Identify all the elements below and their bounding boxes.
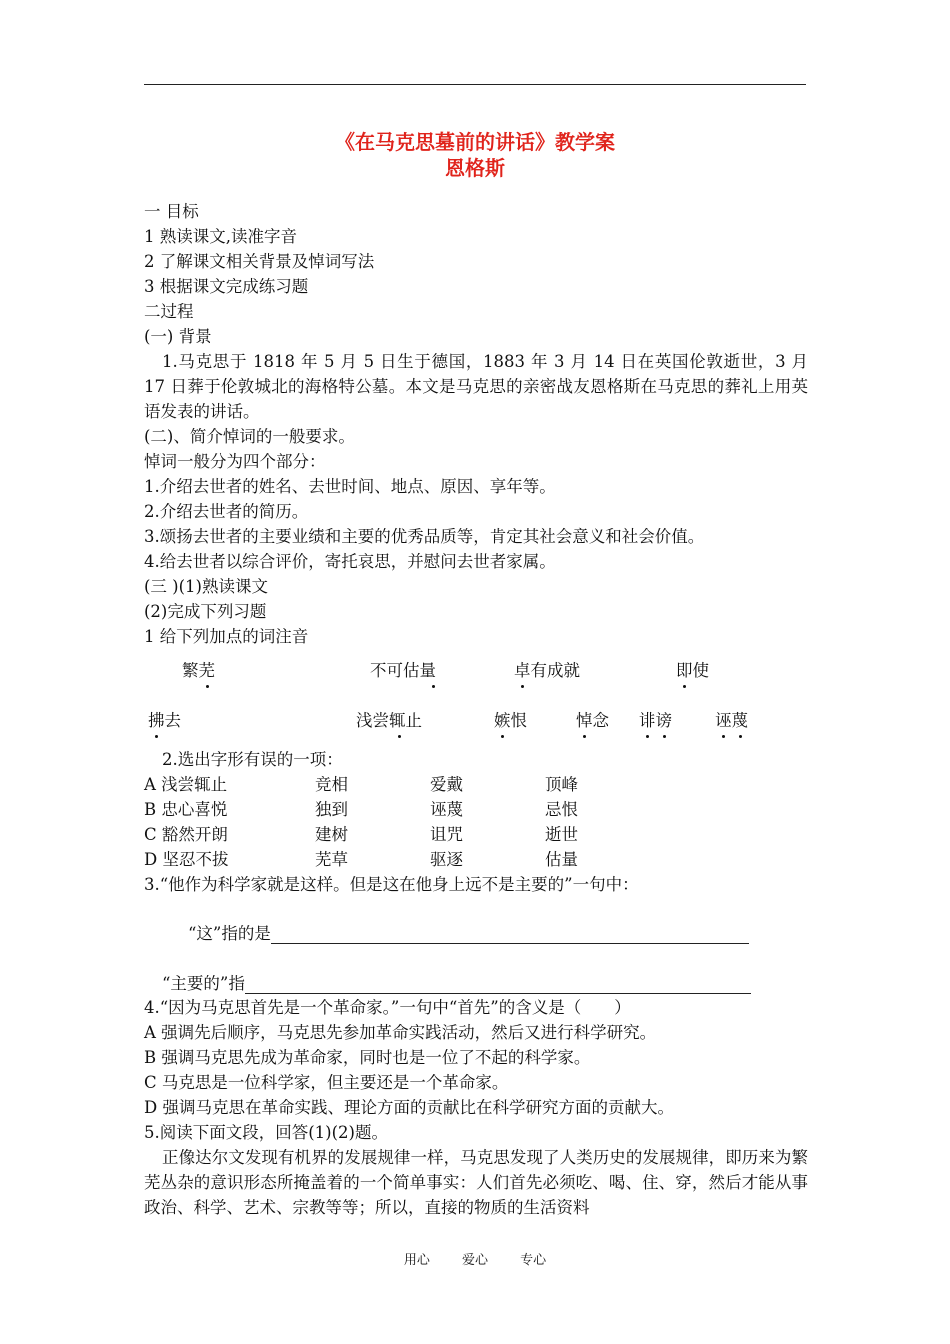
process-heading: 二过程 (144, 302, 194, 321)
q2-option-word: 诬蔑 (430, 800, 463, 819)
page-footer (0, 1249, 950, 1268)
q2-option-word: 逝世 (545, 825, 578, 844)
goal-item: 2 了解课文相关背景及悼词写法 (144, 252, 375, 271)
q4-option: D 强调马克思在革命实践、理论方面的贡献比在科学研究方面的贡献大。 (144, 1098, 674, 1117)
pinyin-word: 卓有成就 (514, 661, 580, 680)
q5-passage: 正像达尔文发现有机界的发展规律一样，马克思发现了人类历史的发展规律，即历来为繁芜丛杂的意识形态所掩盖着的一个简单事实：人们首先必须吃、喝、住、穿，然后才能从事政治、科学、艺术、宗教等等；所以，直接的物质的生活资料 (144, 1148, 808, 1217)
header-rule (144, 84, 806, 85)
q2-option-label: C 豁然开朗 (144, 825, 228, 844)
q2-option-label: D 坚忍不拔 (144, 850, 229, 869)
q2-option-word: 竞相 (315, 775, 348, 794)
footer-text: 用心 (403, 1253, 430, 1268)
document-title: 《在马克思墓前的讲话》教学案 (335, 130, 615, 154)
q2-option-word: 驱逐 (430, 850, 463, 869)
q2-option-label: A 浅尝辄止 (144, 775, 228, 794)
question-4: 4.“因为马克思首先是一个革命家。”一句中“首先”的含义是（ ） (144, 998, 631, 1017)
q3-prompt-b: “主要的”指 (162, 974, 751, 994)
goal-heading: 一 目标 (144, 202, 199, 221)
eulogy-part: 3.颂扬去世者的主要业绩和主要的优秀品质等，肯定其社会意义和社会价值。 (144, 527, 705, 546)
pinyin-word: 浅尝辄止 (356, 711, 422, 730)
eulogy-part: 4.给去世者以综合评价，寄托哀思，并慰问去世者家属。 (144, 552, 556, 571)
q4-option: B 强调马克思先成为革命家，同时也是一位了不起的科学家。 (144, 1048, 591, 1067)
q2-option-label: B 忠心喜悦 (144, 800, 228, 819)
q4-option: A 强调先后顺序，马克思先参加革命实践活动，然后又进行科学研究。 (144, 1023, 657, 1042)
q4-option: C 马克思是一位科学家，但主要还是一个革命家。 (144, 1073, 509, 1092)
q3-prompt-a: “这”指的是 (188, 924, 749, 944)
pinyin-word: 诬蔑 (715, 711, 748, 730)
background-heading: (一) 背景 (144, 327, 212, 346)
answer-blank[interactable] (245, 977, 751, 994)
footer-text: 爱心 (461, 1253, 488, 1268)
pinyin-word: 拂去 (148, 711, 181, 730)
pinyin-word: 即使 (676, 661, 709, 680)
q2-option-word: 芜草 (315, 850, 348, 869)
pinyin-word: 不可估量 (370, 661, 436, 680)
q2-option-word: 爱戴 (430, 775, 463, 794)
pinyin-word: 繁芜 (182, 661, 215, 680)
q2-option-word: 忌恨 (545, 800, 578, 819)
read-heading: (三 )(1)熟读课文 (144, 577, 268, 596)
question-2: 2.选出字形有误的一项： (162, 750, 343, 769)
goal-item: 3 根据课文完成练习题 (144, 277, 309, 296)
q2-option-word: 建树 (315, 825, 348, 844)
eulogy-heading: (二)、简介悼词的一般要求。 (144, 427, 355, 446)
document-author: 恩格斯 (445, 156, 505, 180)
answer-blank[interactable] (271, 927, 749, 944)
q2-option-word: 独到 (315, 800, 348, 819)
pinyin-word: 悼念 (576, 711, 609, 730)
exercise-heading: (2)完成下列习题 (144, 602, 267, 621)
pinyin-word: 嫉恨 (494, 711, 527, 730)
q2-option-word: 估量 (545, 850, 578, 869)
question-5: 5.阅读下面文段，回答(1)(2)题。 (144, 1123, 388, 1142)
pinyin-word: 诽谤 (639, 711, 672, 730)
question-3: 3.“他作为科学家就是这样。但是这在他身上远不是主要的”一句中： (144, 875, 639, 894)
eulogy-part: 1.介绍去世者的姓名、去世时间、地点、原因、享年等。 (144, 477, 556, 496)
question-1: 1 给下列加点的词注音 (144, 627, 309, 646)
eulogy-intro: 悼词一般分为四个部分： (144, 452, 326, 471)
q2-option-word: 诅咒 (430, 825, 463, 844)
eulogy-part: 2.介绍去世者的简历。 (144, 502, 309, 521)
q2-option-word: 顶峰 (545, 775, 578, 794)
goal-item: 1 熟读课文,读准字音 (144, 227, 297, 246)
background-text: 1.马克思于 1818 年 5 月 5 日生于德国，1883 年 3 月 14 日在英国伦敦逝世，3 月 17 日葬于伦敦城北的海格特公墓。本文是马克思的亲密战友恩格斯在马克思的葬礼上用英语发表的讲话。 (144, 352, 808, 421)
footer-text: 专心 (520, 1253, 547, 1268)
